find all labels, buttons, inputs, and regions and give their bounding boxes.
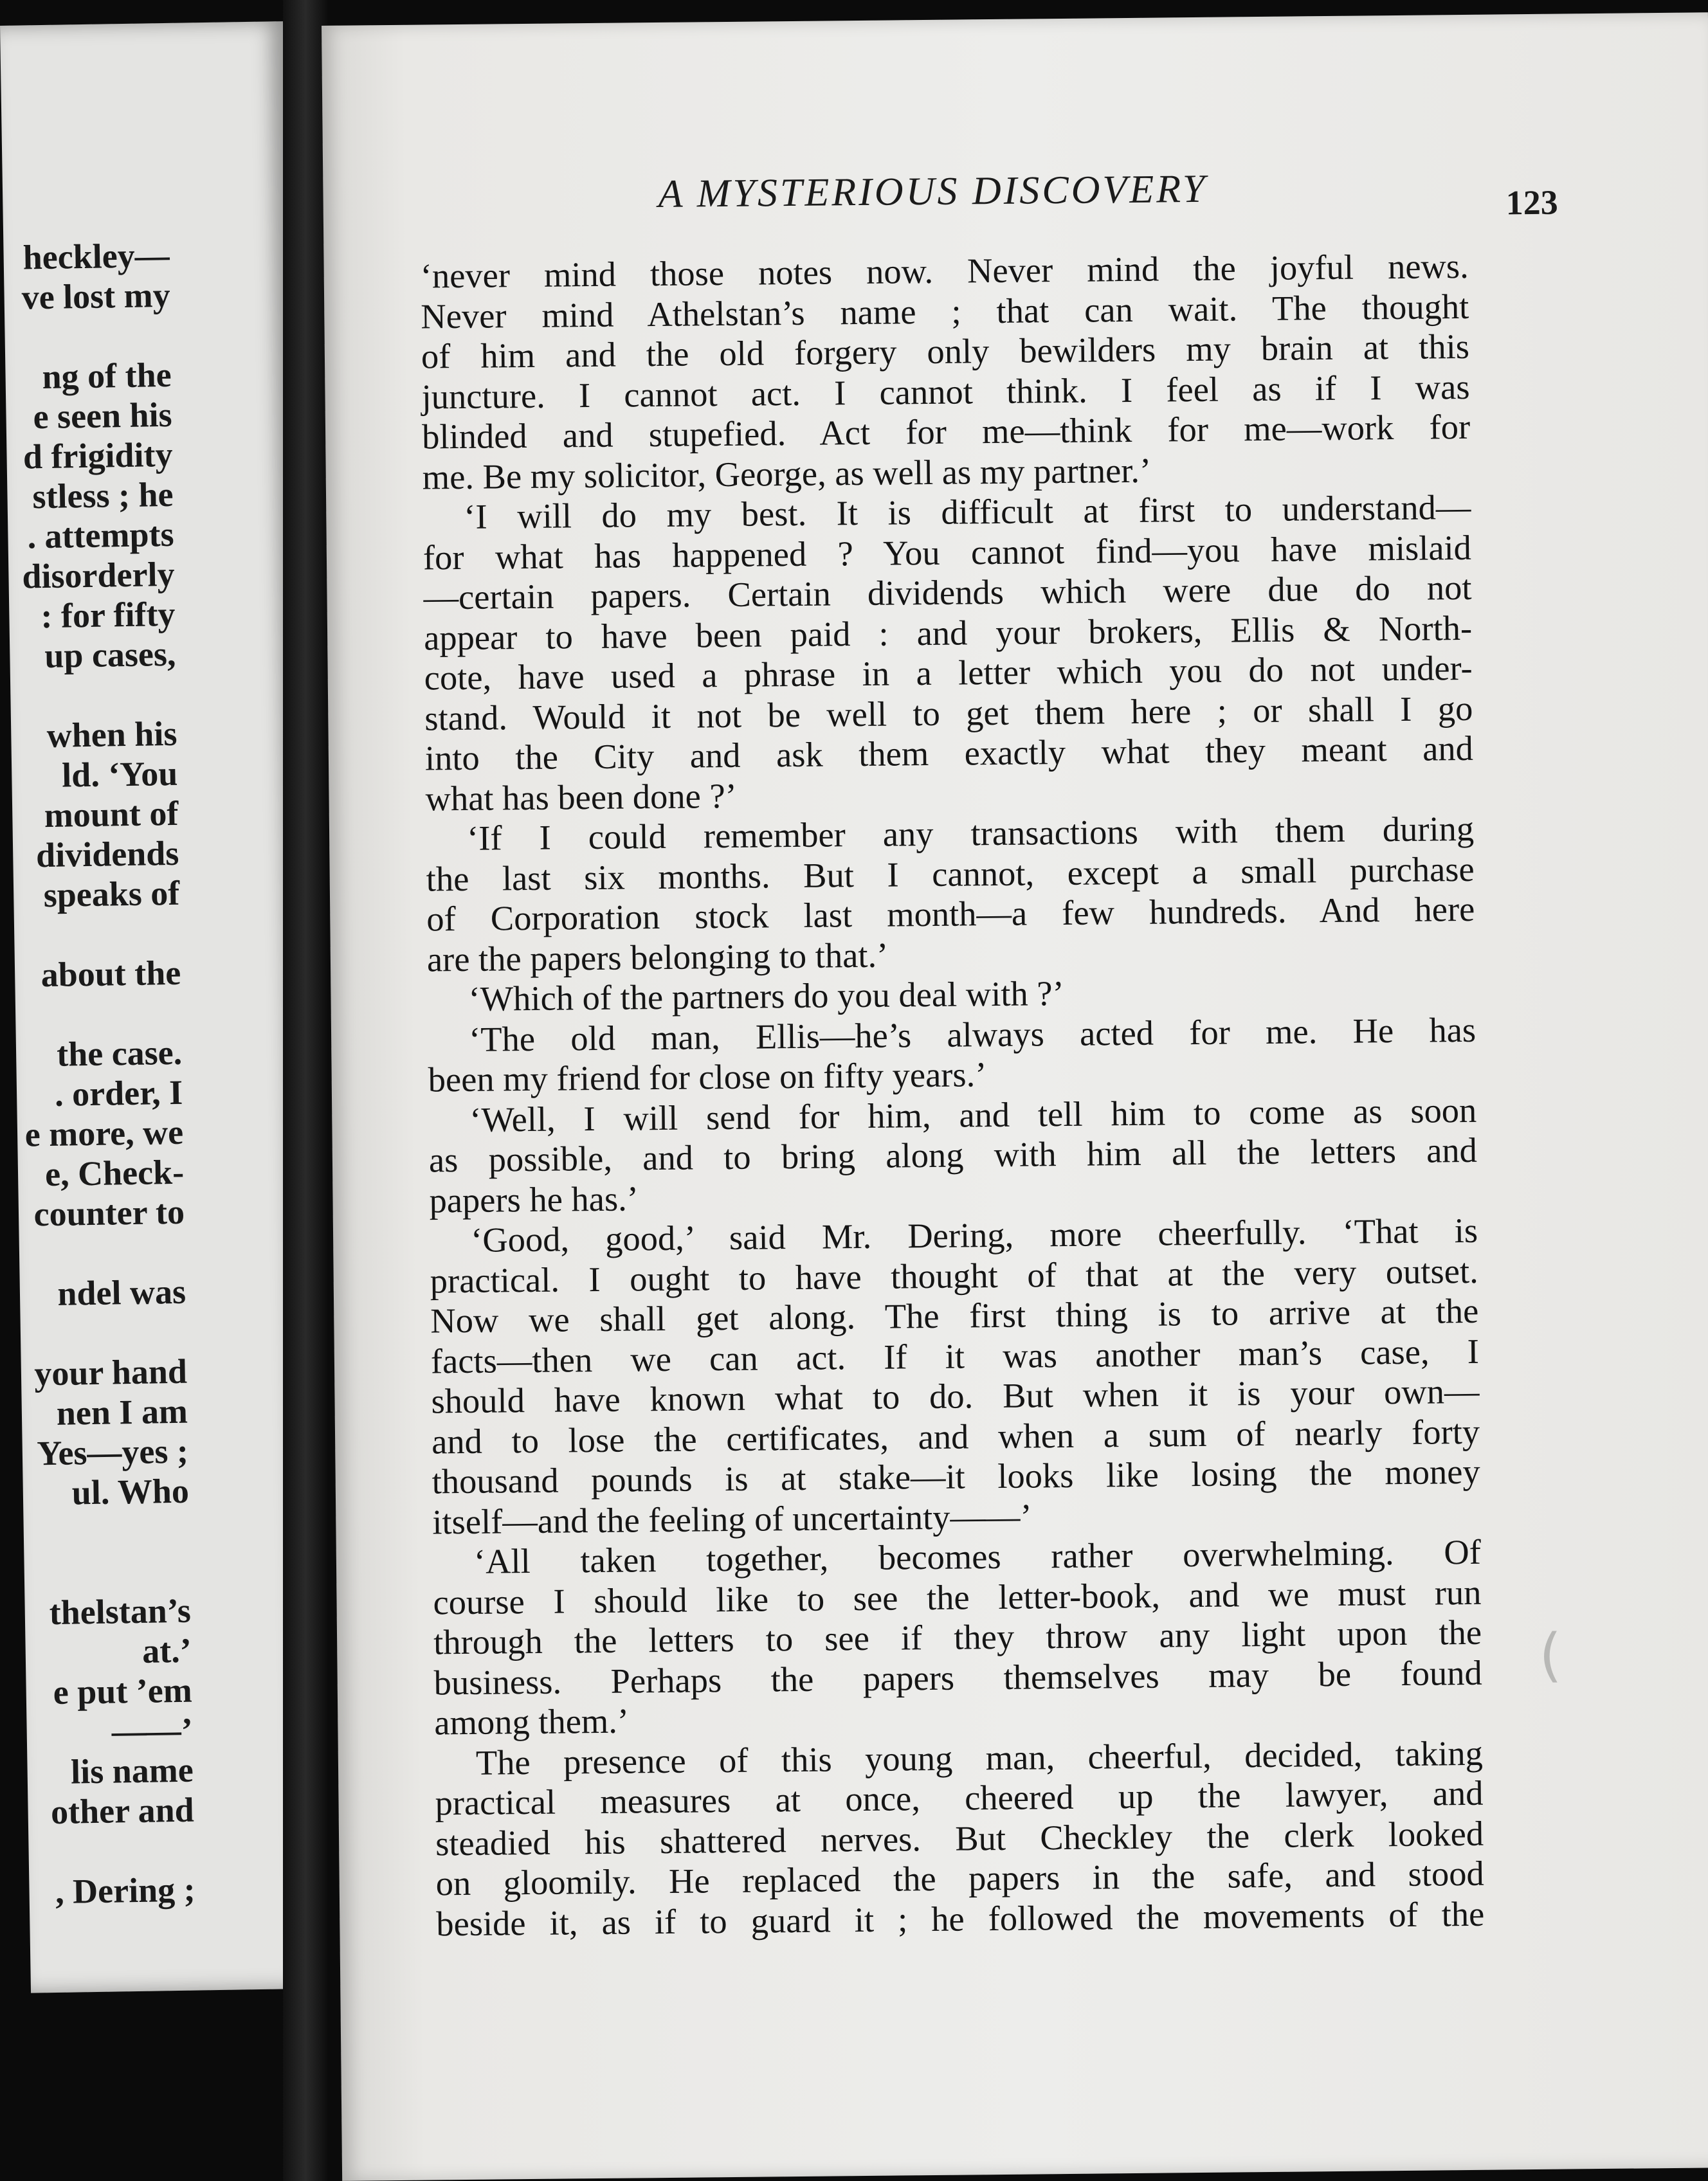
text-line: on gloomily. He replaced the papers in the safe, and stood bbox=[435, 1853, 1484, 1903]
left-page-line: ul. Who bbox=[71, 1471, 190, 1512]
text-line: Never mind Athelstan’s name ; that can wait. The thought bbox=[421, 286, 1469, 336]
left-page-line: stless ; he bbox=[32, 475, 174, 516]
text-line: facts—then we can act. If it was another man’s case, I bbox=[430, 1331, 1480, 1380]
left-page-line: disorderly bbox=[21, 554, 175, 596]
page-number: 123 bbox=[1505, 183, 1559, 222]
left-page-line: heckley— bbox=[23, 235, 170, 277]
text-line: ‘Well, I will send for him, and tell him to come as soon bbox=[469, 1090, 1477, 1139]
text-line: practical measures at once, cheered up the lawyer, and bbox=[435, 1773, 1484, 1823]
text-line: appear to have been paid : and your brokers, Ellis & North- bbox=[423, 608, 1473, 658]
text-line: beside it, as if to guard it ; he followed the movements of the bbox=[436, 1894, 1485, 1943]
text-line: for what has happened ? You cannot find—you have mislaid bbox=[422, 527, 1472, 577]
left-page-line: , Dering ; bbox=[55, 1870, 196, 1912]
left-page-line: other and bbox=[50, 1790, 195, 1832]
text-line: of him and the old forgery only bewilders my brain at this bbox=[421, 326, 1470, 376]
left-page-line bbox=[18, 674, 177, 716]
left-page-line: at.’ bbox=[141, 1631, 192, 1670]
left-page-line bbox=[23, 993, 181, 1035]
left-page-line: about the bbox=[41, 953, 181, 995]
text-line: of Corporation stock last month—a few hundreds. And here bbox=[426, 889, 1475, 939]
text-line: should have known what to do. But when it is your own— bbox=[431, 1371, 1480, 1421]
text-line: ‘If I could remember any transactions with them during bbox=[466, 808, 1475, 858]
left-page-line: your hand bbox=[33, 1352, 188, 1393]
left-page-line: e, Check- bbox=[44, 1152, 185, 1194]
left-page-line: counter to bbox=[33, 1192, 185, 1234]
text-line: into the City and ask them exactly what they meant and bbox=[424, 728, 1474, 778]
text-line: thousand pounds is at stake—it looks like losing the money bbox=[432, 1451, 1480, 1501]
text-line: ‘I will do my best. It is difficult at first to understand— bbox=[464, 487, 1471, 536]
text-line: ‘All taken together, becomes rather overwhelming. Of bbox=[473, 1532, 1482, 1581]
left-page-line: nen I am bbox=[56, 1391, 188, 1433]
left-page-line: thelstan’s bbox=[49, 1591, 192, 1633]
left-page-line: speaks of bbox=[43, 873, 180, 915]
book-gutter bbox=[283, 0, 328, 2181]
left-page-line bbox=[31, 1511, 190, 1553]
left-page-line: Yes—yes ; bbox=[36, 1431, 189, 1473]
text-line: as possible, and to bring along with him all the letters and bbox=[428, 1130, 1478, 1180]
text-line: papers he has.’ bbox=[429, 1178, 639, 1220]
left-page-line: ——’ bbox=[111, 1710, 194, 1751]
text-line: itself—and the feeling of uncertainty——’ bbox=[432, 1496, 1032, 1541]
text-line: —certain papers. Certain dividends which were due do not bbox=[423, 567, 1472, 617]
left-page-line bbox=[32, 1551, 190, 1593]
text-line: ‘The old man, Ellis—he’s always acted for me. He has bbox=[468, 1009, 1476, 1059]
text-line: ‘never mind those notes now. Never mind the joyful news. bbox=[420, 246, 1469, 296]
left-page-line: lis name bbox=[70, 1750, 194, 1791]
left-page-line bbox=[12, 315, 171, 357]
text-line: stand. Would it not be well to get them here ; or shall I go bbox=[424, 688, 1473, 738]
left-page-line: the case. bbox=[56, 1033, 183, 1074]
text-line: Now we shall get along. The first thing is to arrive at the bbox=[430, 1290, 1479, 1341]
left-page-line: ng of the bbox=[42, 355, 172, 397]
text-line: steadied his shattered nerves. But Checkley the clerk looked bbox=[435, 1813, 1484, 1863]
left-page-line: : for fifty bbox=[41, 594, 176, 636]
left-page-line bbox=[21, 913, 180, 955]
left-page-text bbox=[11, 235, 195, 1912]
left-page-line: ve lost my bbox=[21, 275, 171, 317]
text-line: me. Be my solicitor, George, as well as my partner.’ bbox=[422, 450, 1152, 497]
text-line: been my friend for close on fifty years.’ bbox=[428, 1054, 987, 1100]
text-line: and to lose the certificates, and when a sum of nearly forty bbox=[431, 1411, 1480, 1461]
text-line: blinded and stupefied. Act for me—think for me—work for bbox=[421, 406, 1471, 457]
main-page bbox=[322, 12, 1708, 2181]
text-line: what has been done ?’ bbox=[425, 775, 738, 819]
left-page-line: ld. ‘You bbox=[61, 754, 178, 795]
text-line: business. Perhaps the papers themselves may be found bbox=[433, 1652, 1482, 1702]
left-page-line: ndel was bbox=[57, 1272, 186, 1313]
text-line: practical. I ought to have thought of that at the very outset. bbox=[430, 1251, 1478, 1300]
left-page-line: up cases, bbox=[44, 634, 176, 676]
text-line: The presence of this young man, cheerful, decided, taking bbox=[475, 1733, 1484, 1782]
left-page-line: when his bbox=[46, 714, 177, 755]
text-line: ‘Good, good,’ said Mr. Dering, more cheerfully. ‘That is bbox=[470, 1210, 1478, 1260]
left-facing-page bbox=[0, 21, 314, 1993]
left-page-line: . attempts bbox=[27, 514, 174, 556]
running-head: A MYSTERIOUS DISCOVERY bbox=[658, 167, 1208, 216]
text-line: cote, have used a phrase in a letter which you do not under- bbox=[424, 647, 1473, 698]
left-page-line bbox=[28, 1312, 186, 1354]
left-page-line: dividends bbox=[35, 833, 179, 875]
body-text bbox=[420, 246, 1484, 1944]
left-page-line: e put ’em bbox=[53, 1670, 193, 1712]
left-page-line: d frigidity bbox=[23, 435, 173, 476]
left-page-line: mount of bbox=[44, 793, 179, 835]
text-line: among them.’ bbox=[434, 1701, 630, 1742]
margin-pencil-mark: ( bbox=[1538, 1621, 1562, 1689]
left-page-line: e more, we bbox=[24, 1112, 184, 1154]
text-line: course I should like to see the letter-book, and we must run bbox=[433, 1572, 1482, 1622]
text-line: ‘Which of the partners do you deal with ?’ bbox=[468, 973, 1064, 1018]
left-page-line bbox=[26, 1232, 185, 1274]
left-page-line bbox=[36, 1830, 195, 1872]
text-line: are the papers belonging to that.’ bbox=[426, 935, 889, 979]
left-page-line: . order, I bbox=[54, 1072, 183, 1114]
text-line: the last six months. But I cannot, except a small purchase bbox=[426, 849, 1475, 898]
text-line: through the letters to see if they throw any light upon the bbox=[433, 1612, 1482, 1662]
text-line: juncture. I cannot act. I cannot think. I feel as if I was bbox=[421, 367, 1470, 417]
left-page-line: e seen his bbox=[33, 395, 173, 437]
